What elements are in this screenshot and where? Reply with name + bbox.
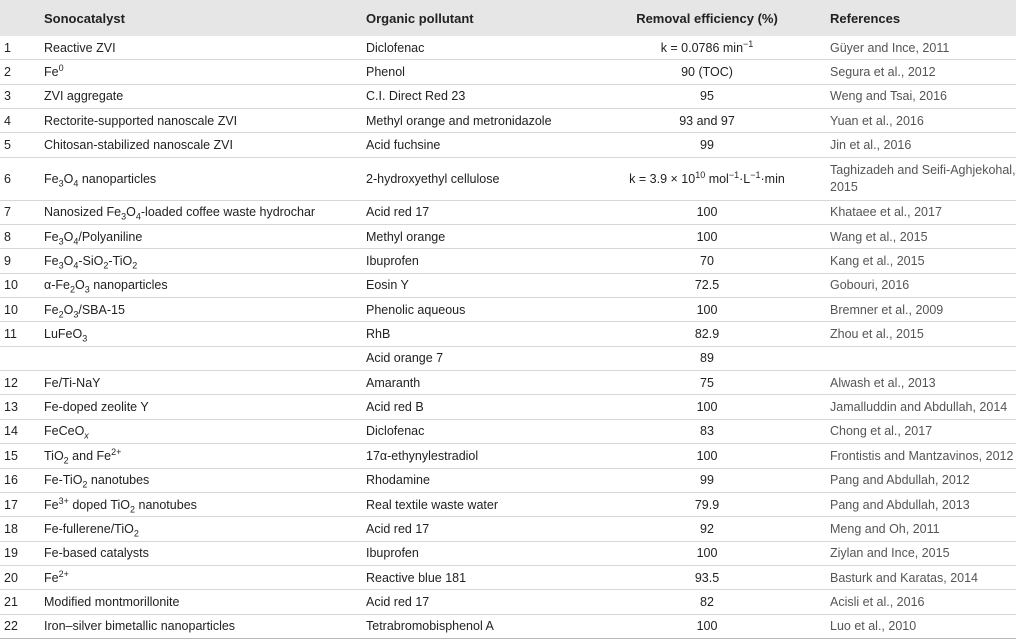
reference-cell: Chong et al., 2017 — [830, 424, 933, 439]
row-number: 20 — [4, 570, 18, 585]
row-number: 1 — [4, 40, 11, 55]
pollutant-cell: Acid red 17 — [366, 521, 430, 536]
row-number: 9 — [4, 254, 11, 269]
sonocatalyst-cell: TiO$_2$ and $Fe^{2+}$ — [44, 446, 122, 466]
pollutant-cell: Diclofenac — [366, 424, 425, 439]
table-header — [0, 0, 1016, 36]
table-row — [0, 273, 1016, 297]
efficiency-cell: 100 — [696, 205, 718, 220]
pollutant-cell: Phenol — [366, 65, 405, 80]
sonocatalyst-cell: Nanosized $Fe_3O_4$-loaded coffee waste hydrochar — [44, 205, 316, 222]
row-number: 10 — [4, 302, 18, 317]
table-row — [0, 249, 1016, 273]
reference-cell: Zhou et al., 2015 — [830, 327, 924, 342]
reference-cell: Pang and Abdullah, 2012 — [830, 473, 970, 488]
pollutant-cell: Acid orange 7 — [366, 351, 444, 366]
sonocatalyst-cell: Fe/Ti-NaY — [44, 375, 101, 390]
pollutant-cell: Acid red 17 — [366, 205, 430, 220]
sonocatalyst-cell: ZVI aggregate — [44, 89, 124, 104]
pollutant-cell: Acid red B — [366, 400, 424, 415]
table-row — [0, 225, 1016, 249]
efficiency-cell: 100 — [696, 229, 718, 244]
efficiency-cell: 93.5 — [694, 570, 720, 585]
row-number: 6 — [4, 171, 11, 186]
efficiency-cell: 99 — [700, 473, 714, 488]
pollutant-cell: Acid red 17 — [366, 594, 430, 609]
reference-cell: Pang and Abdullah, 2013 — [830, 497, 970, 512]
row-number: 2 — [4, 65, 11, 80]
pollutant-cell: Ibuprofen — [366, 254, 419, 269]
efficiency-cell: 100 — [696, 400, 718, 415]
sonocatalyst-cell: $Fe^{3+}$ doped TiO$_2$ nanotubes — [44, 495, 197, 515]
table-row — [0, 36, 1016, 60]
row-number: 11 — [4, 327, 17, 342]
row-number: 17 — [4, 497, 18, 512]
efficiency-cell: 100 — [696, 546, 718, 561]
efficiency-cell: 72.5 — [694, 278, 720, 293]
pollutant-cell: Reactive blue 181 — [366, 570, 467, 585]
sonocatalyst-cell: LuFeO$_3$ — [44, 327, 88, 344]
reference-cell: Ziylan and Ince, 2015 — [830, 546, 950, 561]
reference-cell: Acisli et al., 2016 — [830, 594, 925, 609]
reference-cell: Luo et al., 2010 — [830, 619, 917, 634]
row-number: 18 — [4, 521, 18, 536]
reference-cell: Taghizadeh and Seifi-Aghjekohal, 2015 — [830, 162, 1016, 194]
reference-cell: Güyer and Ince, 2011 — [830, 40, 950, 55]
row-number: 4 — [4, 113, 11, 128]
table-row — [0, 109, 1016, 133]
efficiency-cell: 99 — [700, 138, 714, 153]
table-row — [0, 444, 1016, 468]
reference-cell — [822, 346, 1016, 370]
row-number: 16 — [4, 473, 18, 488]
efficiency-cell: k = 0.0786 $\min^{-1}$ — [660, 38, 754, 55]
row-number: 22 — [4, 619, 18, 634]
row-number: 12 — [4, 375, 18, 390]
efficiency-cell: 89 — [700, 351, 714, 366]
efficiency-cell: 79.9 — [694, 497, 720, 512]
sonocatalyst-cell: $Fe_2O_3/SBA-15$ — [44, 302, 125, 320]
pollutant-cell: Tetrabromobisphenol A — [366, 619, 494, 634]
table-row — [0, 371, 1016, 395]
sonocatalyst-cell: FeCeO$_x$ — [44, 424, 89, 441]
pollutant-cell: Ibuprofen — [366, 546, 419, 561]
table-row — [0, 468, 1016, 492]
sonocatalyst-cell: Modified montmorillonite — [44, 594, 180, 609]
header-pollutant: Organic pollutant — [366, 0, 592, 36]
row-number: 14 — [4, 424, 18, 439]
sonocatalyst-cell: Reactive ZVI — [44, 40, 116, 55]
efficiency-cell: 93 and 97 — [679, 113, 735, 128]
sonocatalyst-cell: Fe-based catalysts — [44, 546, 149, 561]
header-references: References — [822, 0, 1016, 36]
row-number: 5 — [4, 138, 11, 153]
pollutant-cell: RhB — [366, 327, 391, 342]
pollutant-cell: Methyl orange and metronidazole — [366, 113, 552, 128]
sonocatalyst-cell: $Fe^{2+}$ — [44, 568, 69, 585]
table-row — [0, 395, 1016, 419]
reference-cell: Kang et al., 2015 — [830, 254, 925, 269]
efficiency-cell: 100 — [696, 448, 718, 463]
reference-cell: Yuan et al., 2016 — [830, 113, 924, 128]
sonocatalyst-cell: $Fe_3O_4$/Polyaniline — [44, 229, 143, 247]
reference-cell: Frontistis and Mantzavinos, 2012 — [830, 448, 1014, 463]
table-row — [0, 517, 1016, 541]
efficiency-cell: 83 — [700, 424, 714, 439]
table-row — [0, 157, 1016, 200]
table-row — [0, 565, 1016, 589]
table-row — [0, 419, 1016, 443]
reference-cell: Segura et al., 2012 — [830, 65, 936, 80]
pollutant-cell: Real textile waste water — [366, 497, 499, 512]
pollutant-cell: Phenolic aqueous — [366, 302, 466, 317]
sonocatalyst-cell: Rectorite-supported nanoscale ZVI — [44, 113, 238, 128]
sonocatalyst-cell: Chitosan-stabilized nanoscale ZVI — [44, 138, 233, 153]
sonocatalyst-cell: $Fe_3O_4-SiO_2-TiO_2$ — [44, 254, 138, 271]
row-number: 10 — [4, 278, 18, 293]
table-row — [0, 492, 1016, 516]
pollutant-cell: Eosin Y — [366, 278, 409, 293]
reference-cell: Meng and Oh, 2011 — [830, 521, 940, 536]
reference-cell: Khataee et al., 2017 — [830, 205, 942, 220]
efficiency-cell: 75 — [700, 375, 714, 390]
table-row — [0, 298, 1016, 322]
row-number: 13 — [4, 400, 18, 415]
efficiency-cell: 90 (TOC) — [681, 65, 733, 80]
reference-cell: Weng and Tsai, 2016 — [830, 89, 947, 104]
reference-cell: Jin et al., 2016 — [830, 138, 912, 153]
pollutant-cell: 17α-ethynylestradiol — [366, 448, 479, 463]
header-efficiency: Removal efficiency (%) — [592, 0, 822, 36]
sonocatalyst-cell: Fe-TiO$_2$ nanotubes — [44, 473, 150, 490]
row-number — [0, 346, 42, 370]
table-row — [0, 541, 1016, 565]
row-number: 15 — [4, 448, 18, 463]
table-row — [0, 614, 1016, 638]
sonocatalyst-cell: $Fe_3O_4$ nanoparticles — [44, 171, 157, 189]
sonocatalyst-cell: Iron–silver bimetallic nanoparticles — [44, 619, 236, 634]
pollutant-cell: Methyl orange — [366, 229, 446, 244]
table-row — [0, 60, 1016, 84]
reference-cell: Basturk and Karatas, 2014 — [830, 570, 979, 585]
pollutant-cell: Amaranth — [366, 375, 421, 390]
row-number: 8 — [4, 229, 11, 244]
table-row — [0, 346, 1016, 370]
sonocatalyst-cell: Fe-doped zeolite Y — [44, 400, 149, 415]
efficiency-cell: 92 — [700, 521, 714, 536]
reference-cell: Jamalluddin and Abdullah, 2014 — [830, 400, 1008, 415]
efficiency-cell: $k = 3.9 \times 10^{10}$ $mol^{-1}\cdot L^{-1}\cdot\min$ — [629, 169, 785, 186]
sonocatalyst-cell: $\alpha-Fe_2O_3$ nanoparticles — [44, 278, 168, 295]
row-number: 7 — [4, 205, 11, 220]
table-row — [0, 84, 1016, 108]
reference-cell: Alwash et al., 2013 — [830, 375, 936, 390]
table-row — [0, 200, 1016, 224]
pollutant-cell: C.I. Direct Red 23 — [366, 89, 466, 104]
reference-cell: Wang et al., 2015 — [830, 229, 928, 244]
table-body — [0, 36, 1016, 638]
row-number: 3 — [4, 89, 11, 104]
pollutant-cell: Diclofenac — [366, 40, 425, 55]
reference-cell: Bremner et al., 2009 — [830, 302, 944, 317]
header-row — [0, 0, 1016, 36]
row-number: 21 — [4, 594, 18, 609]
efficiency-cell: 100 — [696, 619, 718, 634]
pollutant-cell: 2-hydroxyethyl cellulose — [366, 171, 500, 186]
pollutant-cell: Rhodamine — [366, 473, 430, 488]
header-num — [0, 0, 42, 36]
row-number: 19 — [4, 546, 18, 561]
efficiency-cell: 70 — [700, 254, 714, 269]
header-sonocatalyst: Sonocatalyst — [42, 0, 366, 36]
sonocatalyst-cell — [42, 346, 366, 370]
efficiency-cell: 95 — [700, 89, 714, 104]
reference-cell: Gobouri, 2016 — [830, 278, 910, 293]
sonocatalyst-cell: Fe$^0$ — [44, 62, 64, 80]
efficiency-cell: 100 — [696, 302, 718, 317]
efficiency-cell: 82.9 — [694, 327, 720, 342]
table-row — [0, 590, 1016, 614]
table-row — [0, 133, 1016, 157]
pollutant-cell: Acid fuchsine — [366, 138, 441, 153]
sonocatalyst-cell: Fe-fullerene/TiO$_2$ — [44, 521, 139, 539]
table-row — [0, 322, 1016, 346]
efficiency-cell: 82 — [700, 594, 714, 609]
